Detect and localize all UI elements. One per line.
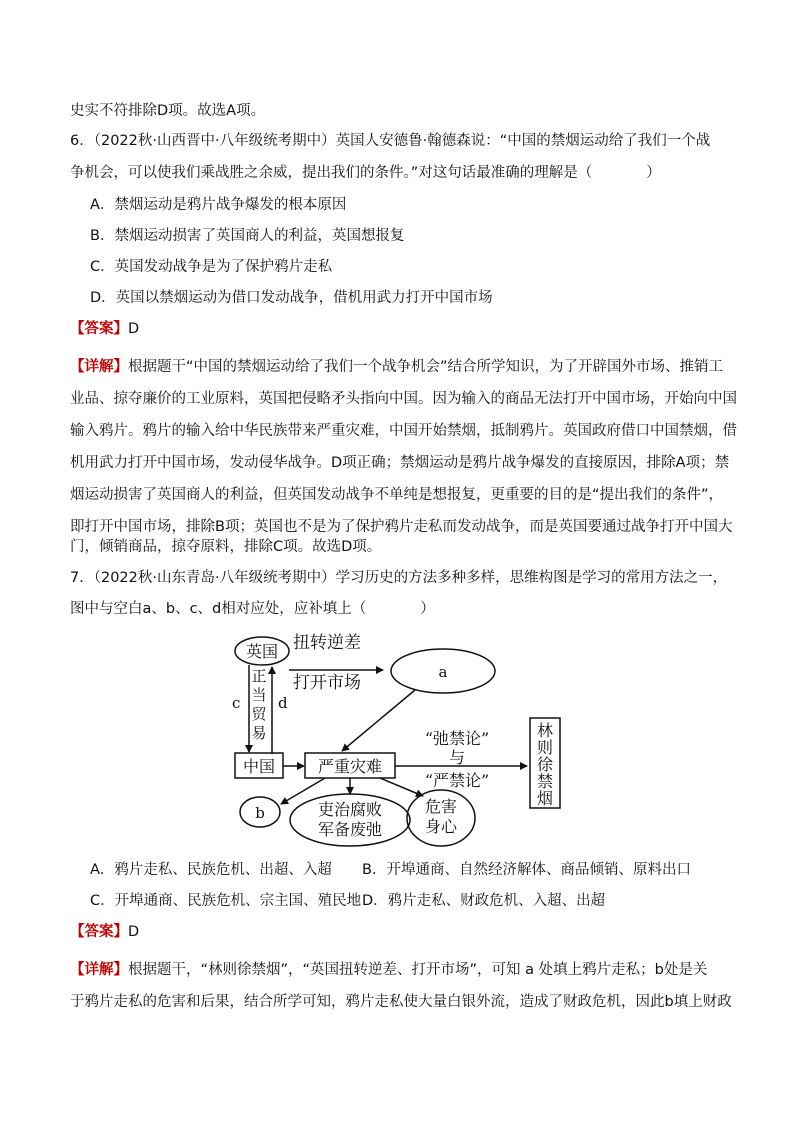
q6-stem-line2 [70, 163, 661, 183]
china-label: 中国 [242, 757, 276, 776]
reverse-deficit-label: 扭转逆差 [293, 633, 361, 653]
q7-stem-text1: 学习历史的方法多种多样，思维构图是学习的常用方法之一， [335, 570, 728, 586]
proper-trade-char4: 易 [251, 724, 267, 742]
harm-line1-label: 危害 [424, 797, 458, 816]
q6-option-b: B．禁烟运动损害了英国商人的利益，英国想报复 [90, 228, 405, 244]
q6-stem-text1: 英国人安德鲁·翰德森说：“中国的禁烟运动给了我们一个战 [335, 133, 711, 149]
q7-answer-tag: 【答案】 [70, 924, 128, 940]
disaster-label: 严重灾难 [317, 757, 383, 776]
q7-option-c: C．开埠通商、民族危机、宗主国、殖民地 [90, 893, 362, 909]
q7-answer-value: D [128, 924, 140, 940]
harm-line2-label: 身心 [424, 817, 458, 836]
lin-char3: 徐 [536, 755, 554, 774]
q6-number: 6． [70, 133, 94, 149]
blank-a-label: a [438, 663, 448, 681]
q6-stem-text2: 争机会，可以使我们乘战胜之余威，提出我们的条件。”对这句话最准确的理解是（ [70, 165, 593, 181]
q7-number: 7． [70, 570, 94, 586]
q7-detail-line2: 于鸦片走私的危害和后果，结合所学可知，鸦片走私使大量白银外流，造成了财政危机，因此b填上财政 [70, 994, 732, 1010]
previous-answer-tail: 史实不符排除D项。故选A项。 [70, 103, 266, 119]
lin-char2: 则 [536, 738, 554, 757]
q7-mind-map [225, 628, 585, 850]
q6-detail-line7: 门，倾销商品，掠夺原料，排除C项。故选D项。 [70, 539, 382, 555]
q7-option-a: A．鸦片走私、民族危机、出超、入超 [90, 862, 332, 878]
q7-option-d: D．鸦片走私、财政危机、入超、出超 [362, 893, 606, 909]
blank-b-label: b [255, 804, 265, 822]
q7-answer [70, 922, 139, 942]
q7-detail-tag: 【详解】 [70, 962, 128, 978]
q6-detail-tag: 【详解】 [70, 359, 128, 375]
q6-detail-line3: 输入鸦片。鸦片的输入给中华民族带来严重灾难，中国开始禁烟，抵制鸦片。英国政府借口中国禁烟，借 [70, 423, 737, 439]
proper-trade-char3: 贸 [251, 705, 267, 723]
arrow-disaster-to-harm [380, 778, 423, 796]
q7-option-b: B．开埠通商、自然经济解体、商品倾销、原料出口 [362, 862, 691, 878]
blank-c-label: c [232, 694, 241, 712]
blank-d-label: d [278, 694, 288, 712]
proper-trade-char1: 正 [251, 667, 267, 685]
q7-source: （2022秋·山东青岛·八年级统考期中） [93, 570, 336, 586]
q7-detail-line1 [70, 960, 707, 980]
arrow-a-to-disaster [342, 690, 415, 751]
q6-answer [70, 319, 139, 339]
lax-military-label: 军备废弛 [317, 820, 383, 839]
q6-option-c: C．英国发动战争是为了保护鸦片走私 [90, 259, 333, 275]
q6-option-d: D．英国以禁烟运动为借口发动战争，借机用武力打开中国市场 [90, 290, 493, 306]
q7-stem-line1 [70, 568, 727, 588]
q7-stem-line2 [70, 599, 435, 619]
q6-detail-line4: 机用武力打开中国市场，发动侵华战争。D项正确；禁烟运动是鸦片战争爆发的直接原因，排除A项；禁 [70, 455, 730, 471]
q7-detail-text1: 根据题干，“林则徐禁烟”，“英国扭转逆差、打开市场”，可知 a 处填上鸦片走私；b处是关 [128, 962, 708, 978]
q6-paren-close: ） [646, 165, 661, 181]
britain-label: 英国 [245, 642, 279, 661]
q6-detail-line5: 烟运动损害了英国商人的利益，但英国发动战争不单纯是想报复，更重要的目的是“提出我们的条件”， [70, 487, 724, 503]
proper-trade-char2: 当 [251, 686, 267, 704]
q6-detail-line2: 业品、掠夺廉价的工业原料，英国把侵略矛头指向中国。因为输入的商品无法打开中国市场，开始向中国 [70, 391, 737, 407]
lin-char4: 禁 [536, 772, 554, 791]
corrupt-officials-label: 吏治腐败 [317, 800, 383, 819]
q6-detail-line1 [70, 357, 723, 377]
q7-stem-text2: 图中与空白a、b、c、d相对应处，应补填上（ [70, 601, 367, 617]
lin-char1: 林 [536, 721, 554, 740]
q6-source: （2022秋·山西晋中·八年级统考期中） [93, 133, 336, 149]
debate-and-label: 与 [448, 748, 466, 767]
strict-ban-label: “严禁论” [424, 771, 490, 790]
q7-mind-map-svg [225, 628, 585, 850]
lin-char5: 烟 [536, 789, 554, 808]
open-market-label: 打开市场 [293, 673, 361, 693]
q6-detail-text1: 根据题干“中国的禁烟运动给了我们一个战争机会”结合所学知识，为了开辟国外市场、推销工 [128, 359, 724, 375]
q6-stem-line1 [70, 131, 710, 151]
q6-answer-tag: 【答案】 [70, 321, 128, 337]
q6-answer-value: D [128, 321, 140, 337]
q6-option-a: A．禁烟运动是鸦片战争爆发的根本原因 [90, 197, 347, 213]
q6-detail-line6: 即打开中国市场，排除B项；英国也不是为了保护鸦片走私而发动战争，而是英国要通过战争打开中国大 [70, 519, 733, 535]
q7-paren-close: ） [420, 601, 435, 617]
relax-ban-label: “弛禁论” [424, 729, 490, 748]
